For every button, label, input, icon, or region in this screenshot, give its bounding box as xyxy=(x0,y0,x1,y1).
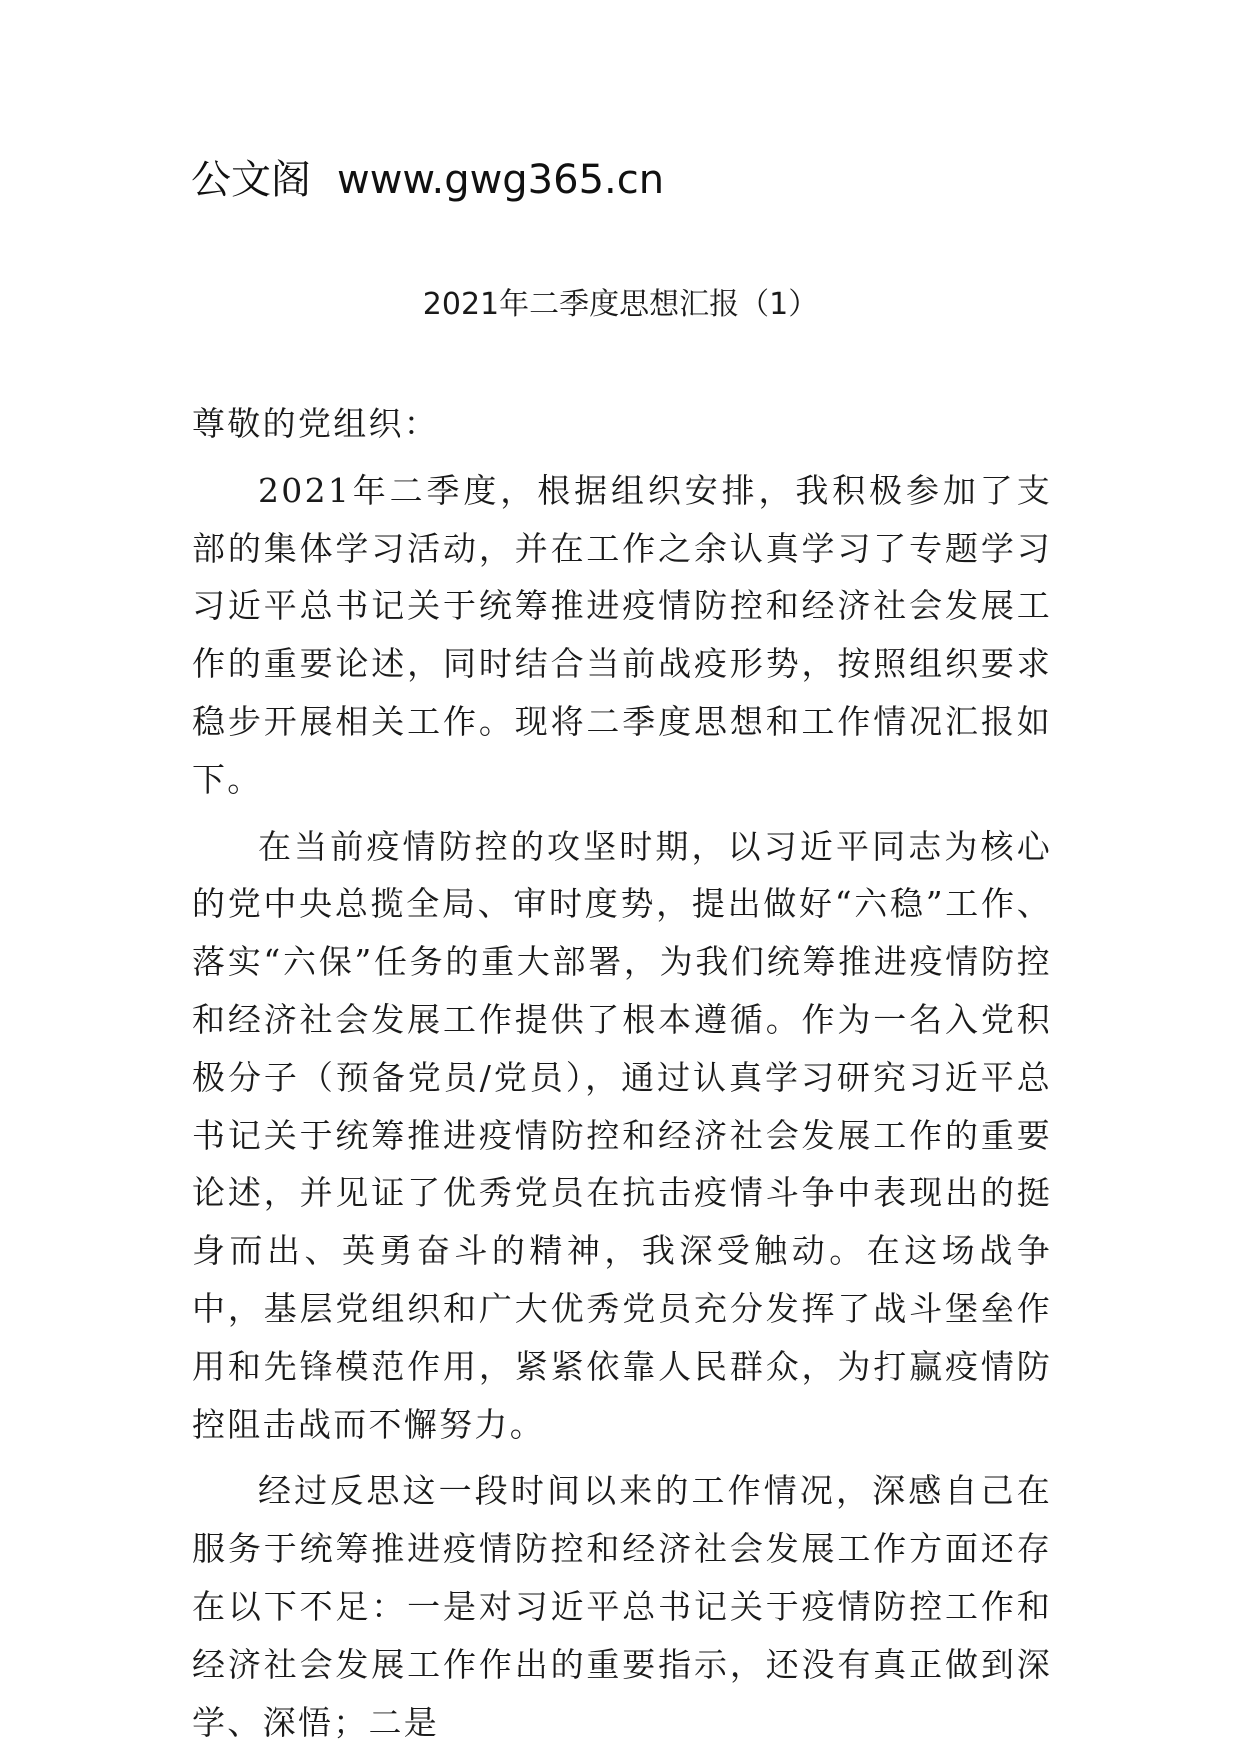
site-url: www.gwg365.cn xyxy=(337,157,665,203)
site-header xyxy=(191,150,664,210)
paragraph-1: 2021年二季度，根据组织安排，我积极参加了支部的集体学习活动，并在工作之余认真学习了专题学习习近平总书记关于统筹推进疫情防控和经济社会发展工作的重要论述，同时结合当前战疫形势，按照组织要求稳步开展相关工作。现将二季度思想和工作情况汇报如下。 xyxy=(192,470,1052,799)
brand-name: 公文阁 xyxy=(191,157,311,203)
paragraph-2: 在当前疫情防控的攻坚时期，以习近平同志为核心的党中央总揽全局、审时度势，提出做好“六稳”工作、落实“六保”任务的重大部署，为我们统筹推进疫情防控和经济社会发展工作提供了根本遵循。作为一名入党积极分子（预备党员/党员），通过认真学习研究习近平总书记关于统筹推进疫情防控和经济社会发展工作的重要论述，并见证了优秀党员在抗击疫情斗争中表现出的挺身而出、英勇奋斗的精神，我深受触动。在这场战争中，基层党组织和广大优秀党员充分发挥了战斗堡垒作用和先锋模范作用，紧紧依靠人民群众，为打赢疫情防控阻击战而不懈努力。 xyxy=(192,826,1052,1444)
salutation: 尊敬的党组织： xyxy=(192,404,440,443)
document-title: 2021年二季度思想汇报（1） xyxy=(422,287,819,322)
paragraph-3: 经过反思这一段时间以来的工作情况，深感自己在服务于统筹推进疫情防控和经济社会发展工作方面还存在以下不足：一是对习近平总书记关于疫情防控工作和经济社会发展工作作出的重要指示，还没有真正做到深学、深悟；二是 xyxy=(192,1471,1052,1742)
document-body xyxy=(192,395,1052,1751)
